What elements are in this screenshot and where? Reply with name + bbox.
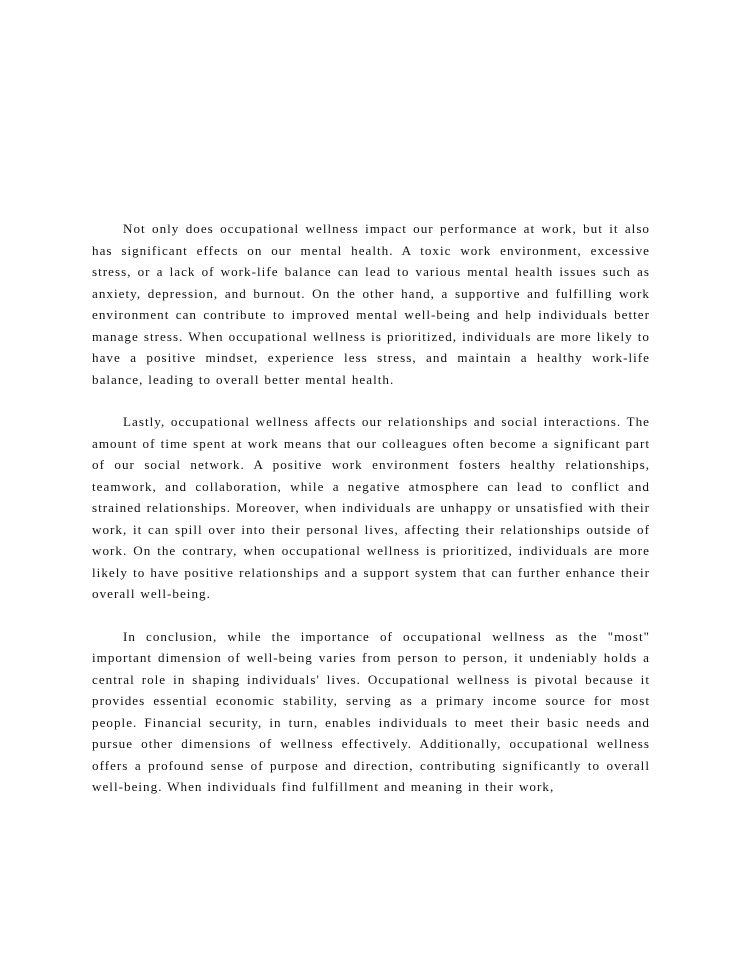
body-paragraph: Not only does occupational wellness impact our performance at work, but it also has significant effects on our mental health. A toxic work environment, excessive stress, or a lack of work-life balance can lead to various mental health issues such as anxiety, depression, and burnout. On the other hand, a supportive and fulfilling work environment can contribute to improved mental well-being and help individuals better manage stress. When occupational wellness is prioritized, individuals are more likely to have a positive mindset, experience less stress, and maintain a healthy work-life balance, leading to overall better mental health. <box>92 221 650 387</box>
body-paragraph: In conclusion, while the importance of occupational wellness as the "most" important dimension of well-being varies from person to person, it undeniably holds a central role in shaping individuals' lives. Occupational wellness is pivotal because it provides essential economic stability, serving as a primary income source for most people. Financial security, in turn, enables individuals to meet their basic needs and pursue other dimensions of wellness effectively. Additionally, occupational wellness offers a profound sense of purpose and direction, contributing significantly to overall well-being. When individuals find fulfillment and meaning in their work, <box>92 628 650 794</box>
body-paragraph: Lastly, occupational wellness affects our relationships and social interactions. The amount of time spent at work means that our colleagues often become a significant part of our social network. A positive work environment fosters healthy relationships, teamwork, and collaboration, while a negative atmosphere can lead to conflict and strained relationships. Moreover, when individuals are unhappy or unsatisfied with their work, it can spill over into their personal lives, affecting their relationships outside of work. On the contrary, when occupational wellness is prioritized, individuals are more likely to have positive relationships and a support system that can further enhance their overall well-being. <box>92 414 650 601</box>
body-text-column <box>92 218 650 798</box>
